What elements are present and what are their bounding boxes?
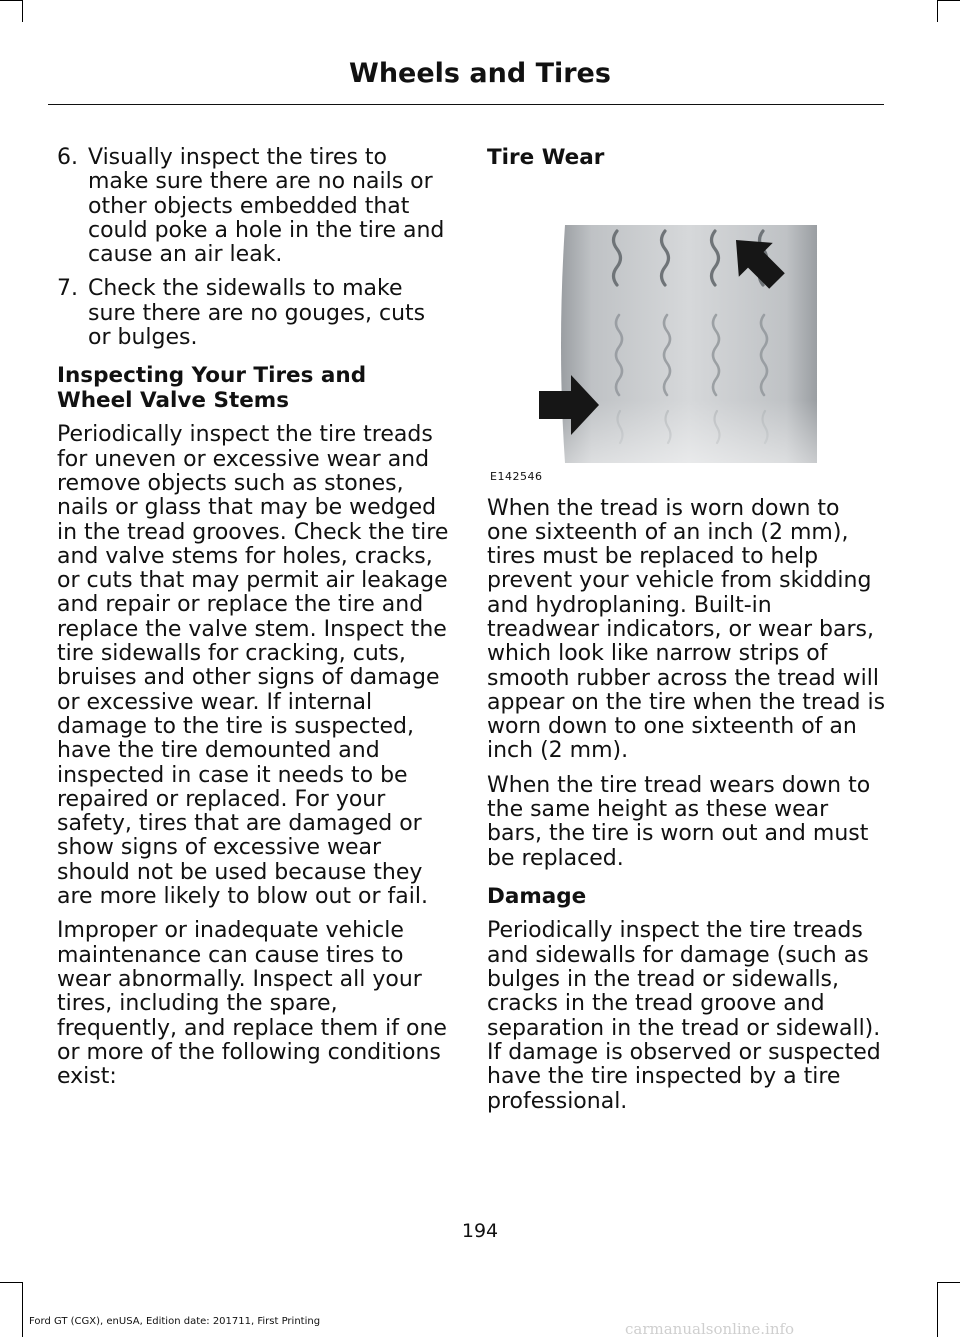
list-item-text: Check the sidewalls to make sure there are no gouges, cuts or bulges. xyxy=(88,276,426,351)
crop-mark xyxy=(22,0,23,22)
right-column xyxy=(487,146,887,1124)
paragraph: Periodically inspect the tire treads for uneven or excessive wear and remove objects such as stones, nails or glass that may be wedged in the tread grooves. Check the tire and valve stems for holes, cracks, or cuts that may permit air leakage and repair or replace the tire and replace the valve stem. Inspect the tire sidewalls for cracking, cuts, bruises and other signs of damage or excessive wear. If internal damage to the tire is suspected, have the tire demounted and inspected in case it needs to be repaired or replaced. For your safety, tires that are damaged or show signs of excessive wear should not be used because they are more likely to blow out or fail. xyxy=(57,422,449,910)
crop-mark xyxy=(0,1282,22,1283)
list-item-number: 7. xyxy=(57,276,78,302)
paragraph: When the tread is worn down to one sixteenth of an inch (2 mm), tires must be replaced to help prevent your vehicle from skidding and hydroplaning. Built-in treadwear indicators, or wear bars, which look like narrow strips of smooth rubber across the tread will appear on the tire when the tread is worn down to one sixteenth of an inch (2 mm). xyxy=(487,495,886,764)
left-column xyxy=(57,146,449,1099)
header-divider xyxy=(48,104,884,105)
list-item-number: 6. xyxy=(57,145,78,170)
paragraph: When the tire tread wears down to the same height as these wear bars, the tire is worn out and must be replaced. xyxy=(487,772,871,871)
section-heading-damage: Damage xyxy=(487,883,587,909)
crop-mark xyxy=(937,1282,938,1337)
crop-mark xyxy=(937,0,938,22)
section-heading-tire-wear: Tire Wear xyxy=(487,145,605,170)
crop-mark xyxy=(938,0,960,1)
list-item-text: Visually inspect the tires to make sure there are no nails or other objects embedded that could poke a hole in the tire and cause an air leak. xyxy=(88,145,445,268)
paragraph: Periodically inspect the tire treads and sidewalls for damage (such as bulges in the tread or sidewalls, cracks in the tread groove and separation in the tread or sidewall). If damage is observed or suspected have the tire inspected by a tire professional. xyxy=(487,918,881,1114)
crop-mark xyxy=(22,1282,23,1337)
tire-tread-wear-bar-illustration-icon xyxy=(487,197,827,475)
page-title: Wheels and Tires xyxy=(349,58,611,89)
tire-wear-figure xyxy=(487,197,827,483)
list-item xyxy=(57,146,449,267)
section-heading-inspecting: Inspecting Your Tires and Wheel Valve Stems xyxy=(57,363,367,413)
paragraph: Improper or inadequate vehicle maintenance can cause tires to wear abnormally. Inspect all your tires, including the spare, frequently, and replace them if one or more of the following conditions exist: xyxy=(57,918,447,1090)
figure-code: E142546 xyxy=(490,469,543,483)
crop-mark xyxy=(0,0,22,1)
crop-mark xyxy=(938,1282,960,1283)
page-number: 194 xyxy=(461,1220,499,1242)
watermark: carmanualsonline.info xyxy=(625,1320,795,1338)
list-item xyxy=(57,277,449,350)
footer-edition-info: Ford GT (CGX), enUSA, Edition date: 201711, First Printing xyxy=(29,1316,321,1327)
